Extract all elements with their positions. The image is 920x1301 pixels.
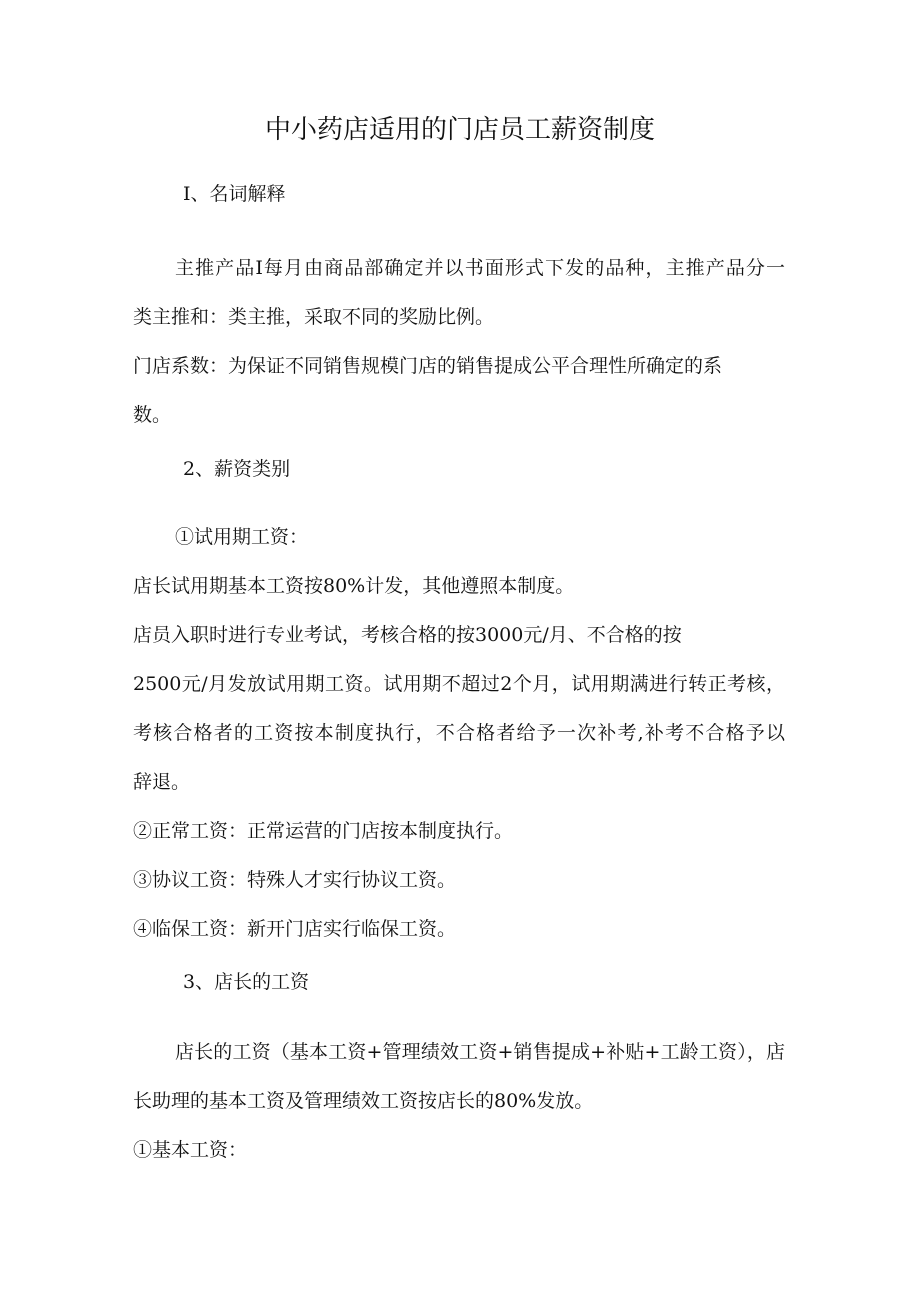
paragraph-line: 考核合格者的工资按本制度执行，不合格者给予一次补考,补考不合格予以 <box>133 722 785 744</box>
paragraph-line: 类主推和：类主推，采取不同的奖励比例。 <box>133 306 495 328</box>
paragraph-line: 数。 <box>133 404 172 426</box>
list-item: ③协议工资：特殊人才实行协议工资。 <box>133 869 457 891</box>
paragraph-line: 店员入职时进行专业考试，考核合格的按3000元/月、不合格的按 <box>133 624 682 646</box>
paragraph-line: 2500元/月发放试用期工资。试用期不超过2个月，试用期满进行转正考核， <box>133 673 785 695</box>
paragraph-line: 长助理的基本工资及管理绩效工资按店长的80%发放。 <box>133 1090 594 1112</box>
paragraph-line: 门店系数：为保证不同销售规模门店的销售提成公平合理性所确定的系 <box>133 355 723 377</box>
sub-heading: ①试用期工资： <box>175 526 309 548</box>
paragraph-line: 主推产品I每月由商品部确定并以书面形式下发的品种，主推产品分一 <box>175 257 785 279</box>
paragraph-line: 辞退。 <box>133 771 191 793</box>
sub-heading: ①基本工资： <box>133 1139 248 1161</box>
section-heading-1: I、名词解释 <box>183 183 286 205</box>
list-item: ④临保工资：新开门店实行临保工资。 <box>133 918 457 940</box>
paragraph-line: 店长的工资（基本工资+管理绩效工资+销售提成+补贴+工龄工资），店 <box>175 1041 785 1063</box>
section-heading-3: 3、店长的工资 <box>183 971 310 993</box>
list-item: ②正常工资：正常运营的门店按本制度执行。 <box>133 820 514 842</box>
paragraph-line: 店长试用期基本工资按80%计发，其他遵照本制度。 <box>133 575 575 597</box>
section-heading-2: 2、薪资类别 <box>183 458 291 480</box>
document-title: 中小药店适用的门店员工薪资制度 <box>264 115 655 145</box>
